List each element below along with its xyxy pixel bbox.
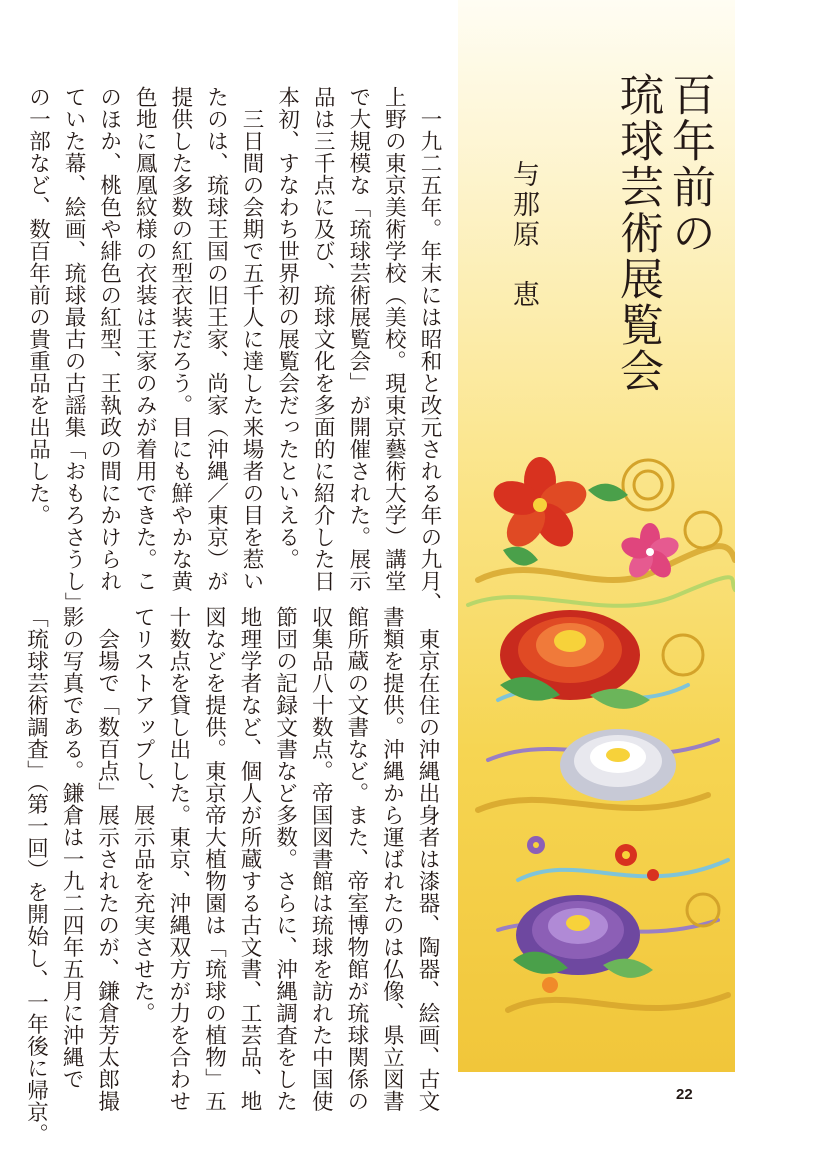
bingata-floral-decoration bbox=[458, 430, 735, 1072]
purple-peony-icon bbox=[513, 895, 653, 978]
author-name: 与那原 恵 bbox=[508, 160, 539, 310]
white-peony-icon bbox=[560, 729, 676, 801]
page-number: 22 bbox=[676, 1086, 693, 1103]
article-title: 百年前の 琉球芸術展覧会 bbox=[612, 72, 715, 394]
article-body-upper: 一九二五年。年末には昭和と改元される年の九月、 上野の東京美術学校（美校。現東京藝術大学）講堂 で大規模な「琉球芸術展覧会」が開催された。展示 品は三千点に及び、琉球文化を多面的に紹介した日 本初、すなわち世界初の展覧会だったといえる。 三日間の会期で五千人に達した来場者の目を惹い たのは、琉球王国の旧王家、尚家（沖縄／東京）が 提供した多数の紅型衣装だろう。目にも鮮やかな黄 色地に鳳凰紋様の衣装は王家のみが着用できた。こ のほか、桃色や緋色の紅型、王執政の間にかけられ ていた幕、絵画、琉球最古の古謡集「おもろさうし」 の一部など、数百年前の貴重品を出品した。 bbox=[25, 86, 442, 614]
red-peony-icon bbox=[500, 610, 650, 709]
article-body-lower: 東京在住の沖縄出身者は漆器、陶器、絵画、古文 書類を提供。沖縄から運ばれたのは仏像、県立図書 館所蔵の文書など。また、帝室博物館が琉球関係の 収集品八十数点。帝国図書館は琉球を訪れた中国使 節団の記録文書など多数。さらに、沖縄調査をした 地理学者など、個人が所蔵する古文書、工芸品、地 図などを提供。東京帝大植物園は「琉球の植物」五 十数点を貸し出した。東京、沖縄双方が力を合わせ てリストアップし、展示品を充実させた。 会場で「数百点」展示されたのが、鎌倉芳太郎撮 影の写真である。鎌倉は一九二四年五月に沖縄で 「琉球芸術調査」（第一回）を開始し、一年後に帰京。 bbox=[23, 606, 440, 1146]
leaf-icon bbox=[503, 547, 538, 566]
hibiscus-icon bbox=[489, 457, 591, 554]
